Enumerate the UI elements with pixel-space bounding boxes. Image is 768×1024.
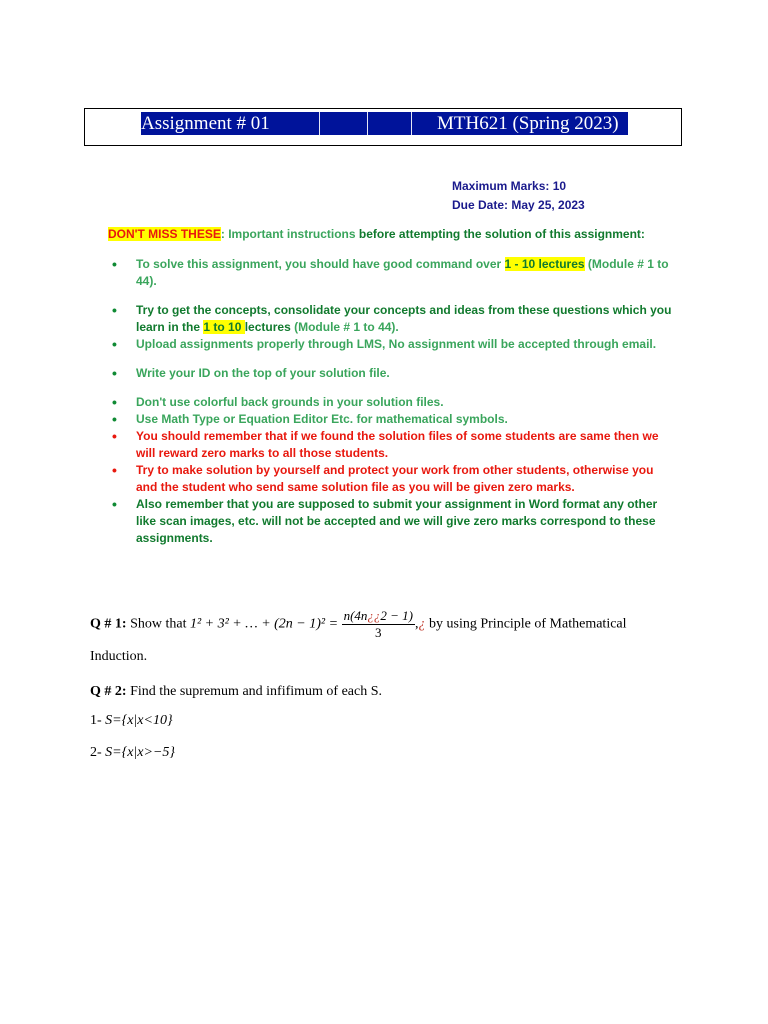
question-1-continued: Induction. bbox=[90, 649, 148, 664]
maximum-marks: Maximum Marks: 10 bbox=[452, 179, 567, 193]
list-item: • Write your ID on the top of your solution file. bbox=[110, 365, 678, 382]
header-band bbox=[141, 112, 628, 135]
assignment-number: Assignment # 01 bbox=[141, 113, 270, 134]
q2-item-2: 2- S={x|x>−5} bbox=[90, 745, 175, 760]
question-1: Q # 1: Show that 1² + 3² + … + (2n − 1)² = $\frac{n(4n¿¿2 - 1)}{3}$ ,¿ by using Principle of Mathematical bbox=[90, 608, 627, 640]
q1-fraction: $\frac{n(4n¿¿2 - 1)}{3}$ bbox=[343, 608, 414, 640]
list-item: • Don't use colorful back grounds in your solution files. bbox=[110, 394, 678, 411]
question-2: Q # 2: Find the supremum and infifimum of each S. bbox=[90, 684, 383, 699]
assignment-header bbox=[84, 108, 682, 146]
q2-item-1: 1- S={x|x<10} bbox=[90, 713, 173, 728]
list-item: • You should remember that if we found the solution files of some students are same then we will reward zero marks to all those students. bbox=[110, 428, 678, 462]
list-item: • To solve this assignment, you should have good command over 1 - 10 lectures (Module # 1 to 44). bbox=[110, 256, 678, 290]
list-item: • Try to make solution by yourself and protect your work from other students, otherwise you and the student who send same solution file as you will be given zero marks. bbox=[110, 462, 678, 496]
list-item: • Also remember that you are supposed to submit your assignment in Word format any other like scan images, etc. will not be accepted and we will give zero marks correspond to these assignments. bbox=[110, 496, 678, 547]
list-item: • Try to get the concepts, consolidate your concepts and ideas from these questions which you learn in the 1 to 10 lectures (Module # 1 to 44). bbox=[110, 302, 678, 336]
dont-miss-label: DON'T MISS THESE bbox=[108, 227, 221, 241]
instructions-list bbox=[110, 256, 678, 547]
instructions-heading: DON'T MISS THESE: Important instructions before attempting the solution of this assignment: bbox=[108, 227, 645, 241]
list-item: • Upload assignments properly through LMS, No assignment will be accepted through email. bbox=[110, 336, 678, 353]
course-title: MTH621 (Spring 2023) bbox=[437, 113, 619, 134]
due-date: Due Date: May 25, 2023 bbox=[452, 198, 585, 212]
q1-lhs: 1² + 3² + … + (2n − 1)² = bbox=[189, 616, 339, 632]
list-item: • Use Math Type or Equation Editor Etc. for mathematical symbols. bbox=[110, 411, 678, 428]
